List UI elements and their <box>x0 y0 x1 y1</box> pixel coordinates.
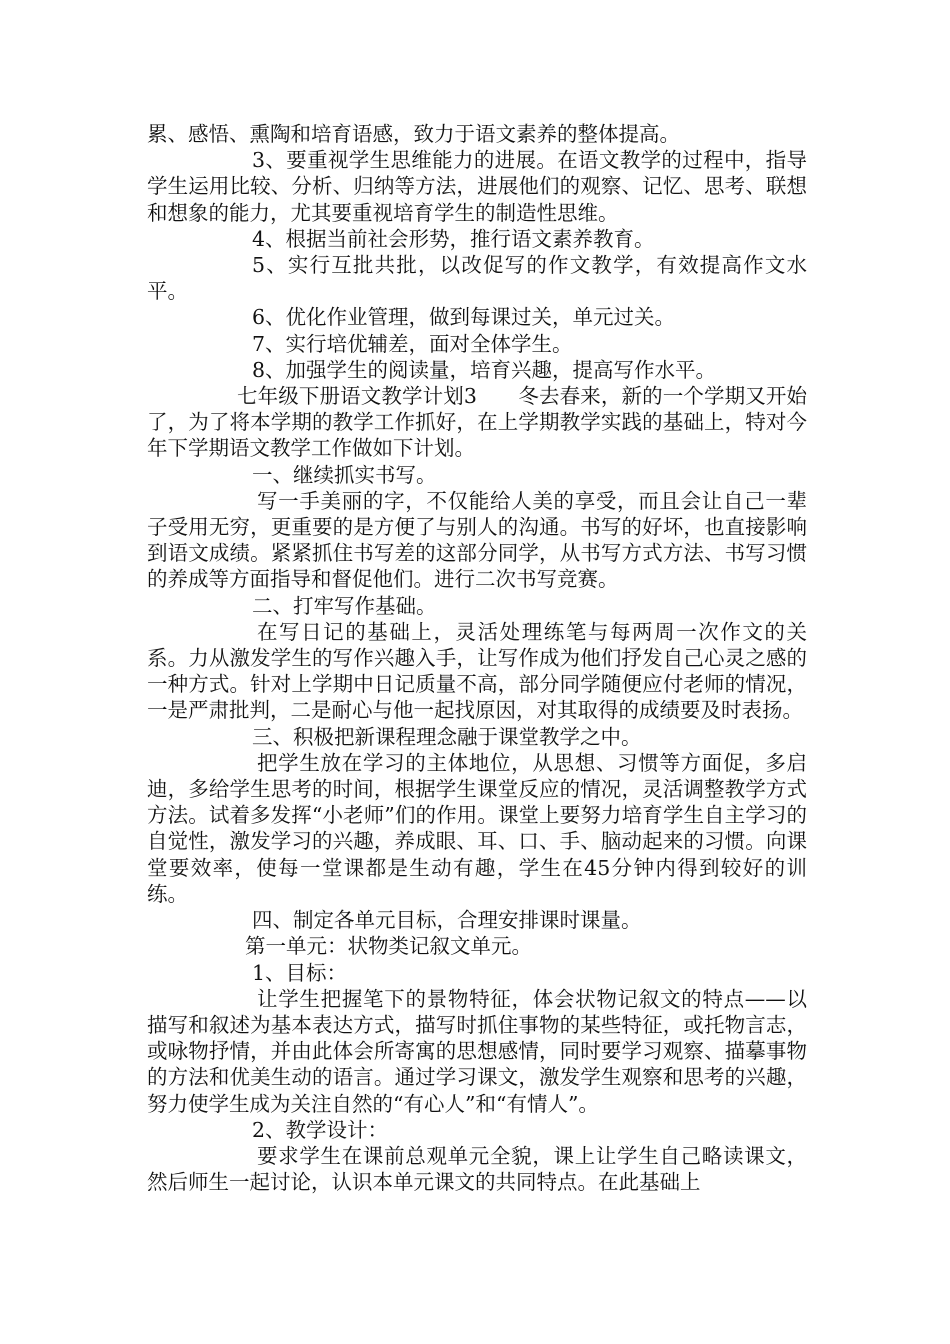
heading: 三、积极把新课程理念融于课堂教学之中。 <box>252 724 642 749</box>
paragraph: 让学生把握笔下的景物特征，体会状物记叙文的特点——以描写和叙述为基本表达方式，描写时抓住事物的某些特征，或托物言志，或咏物抒情，并由此体会所寄寓的思想感情，同时要学习观察、描摹事物的方法和优美生动的语言。通过学习课文，激发学生观察和思考的兴趣，努力使学生成为关注自然的“有心人”和“有情人”。 <box>147 986 807 1116</box>
paragraph: 把学生放在学习的主体地位，从思想、习惯等方面促，多启迪，多给学生思考的时间，根据学生课堂反应的情况，灵活调整教学方式方法。试着多发挥“小老师”们的作用。课堂上要努力培育学生自主学习的自觉性，激发学习的兴趣，养成眼、耳、口、手、脑动起来的习惯。向课堂要效率，使每一堂课都是生动有趣，学生在45分钟内得到较好的训练。 <box>147 750 807 906</box>
heading: 二、打牢写作基础。 <box>252 593 437 618</box>
paragraph: 4、根据当前社会形势，推行语文素养教育。 <box>252 226 655 251</box>
paragraph: 8、加强学生的阅读量，培育兴趣，提高写作水平。 <box>252 357 717 382</box>
paragraph: 在写日记的基础上，灵活处理练笔与每两周一次作文的关系。力从激发学生的写作兴趣入手，让写作成为他们抒发自己心灵之感的一种方式。针对上学期中日记质量不高，部分同学随便应付老师的情况，一是严肃批判，二是耐心与他一起找原因，对其取得的成绩要及时表扬。 <box>147 619 807 723</box>
paragraph: 5、实行互批共批，以改促写的作文教学，有效提高作文水平。 <box>147 253 807 304</box>
body-text <box>147 121 807 1195</box>
heading: 四、制定各单元目标，合理安排课时课量。 <box>252 908 642 933</box>
paragraph: 写一手美丽的字，不仅能给人美的享受，而且会让自己一辈子受用无穷，更重要的是方便了与别人的沟通。书写的好坏，也直接影响到语文成绩。紧紧抓住书写差的这部分同学，从书写方式方法、书写习惯的养成等方面指导和督促他们。进行二次书写竞赛。 <box>147 488 807 592</box>
paragraph: 7、实行培优辅差，面对全体学生。 <box>252 331 573 356</box>
paragraph: 3、要重视学生思维能力的进展。在语文教学的过程中，指导学生运用比较、分析、归纳等方法，进展他们的观察、记忆、思考、联想和想象的能力，尤其要重视培育学生的制造性思维。 <box>147 148 807 225</box>
subheading: 1、目标： <box>252 960 348 985</box>
heading: 一、继续抓实书写。 <box>252 462 437 487</box>
subheading: 2、教学设计： <box>252 1117 389 1142</box>
paragraph: 6、优化作业管理，做到每课过关，单元过关。 <box>252 305 676 330</box>
paragraph: 要求学生在课前总观单元全貌，课上让学生自己略读课文，然后师生一起讨论，认识本单元课文的共同特点。在此基础上 <box>147 1143 807 1195</box>
subheading: 第一单元：状物类记叙文单元。 <box>245 934 532 959</box>
paragraph: 累、感悟、熏陶和培育语感，致力于语文素养的整体提高。 <box>147 122 680 146</box>
section-title-paragraph: 七年级下册语文教学计划3 冬去春来，新的一个学期又开始了，为了将本学期的教学工作抓好，在上学期教学实践的基础上，特对今年下学期语文教学工作做如下计划。 <box>147 384 807 461</box>
